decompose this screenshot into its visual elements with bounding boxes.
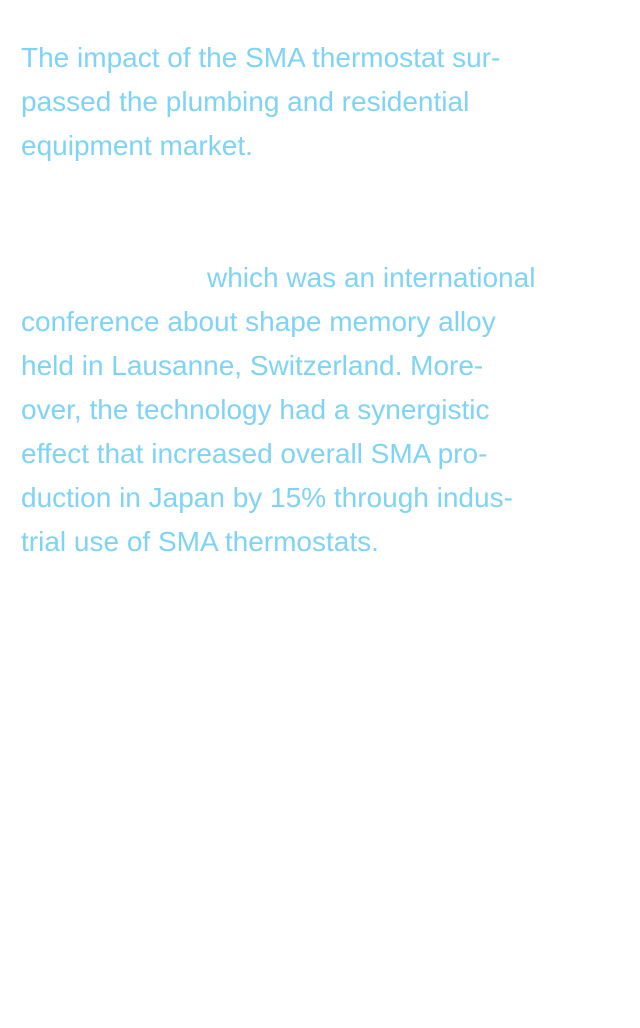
paragraph-conference xyxy=(21,256,611,564)
text-line: held in Lausanne, Switzerland. More- xyxy=(21,350,484,381)
text-line: trial use of SMA thermostats. xyxy=(21,526,379,557)
text-line: passed the plumbing and residential xyxy=(21,86,470,117)
paragraph-sma-impact xyxy=(21,36,611,168)
text-line: The impact of the SMA thermostat sur- xyxy=(21,42,501,73)
text-line: conference about shape memory alloy xyxy=(21,306,496,337)
text-line: equipment market. xyxy=(21,130,253,161)
text-line: effect that increased overall SMA pro- xyxy=(21,438,488,469)
text-line: which was an international xyxy=(207,262,536,293)
text-line: duction in Japan by 15% through indus- xyxy=(21,482,513,513)
text-line: over, the technology had a synergistic xyxy=(21,394,490,425)
